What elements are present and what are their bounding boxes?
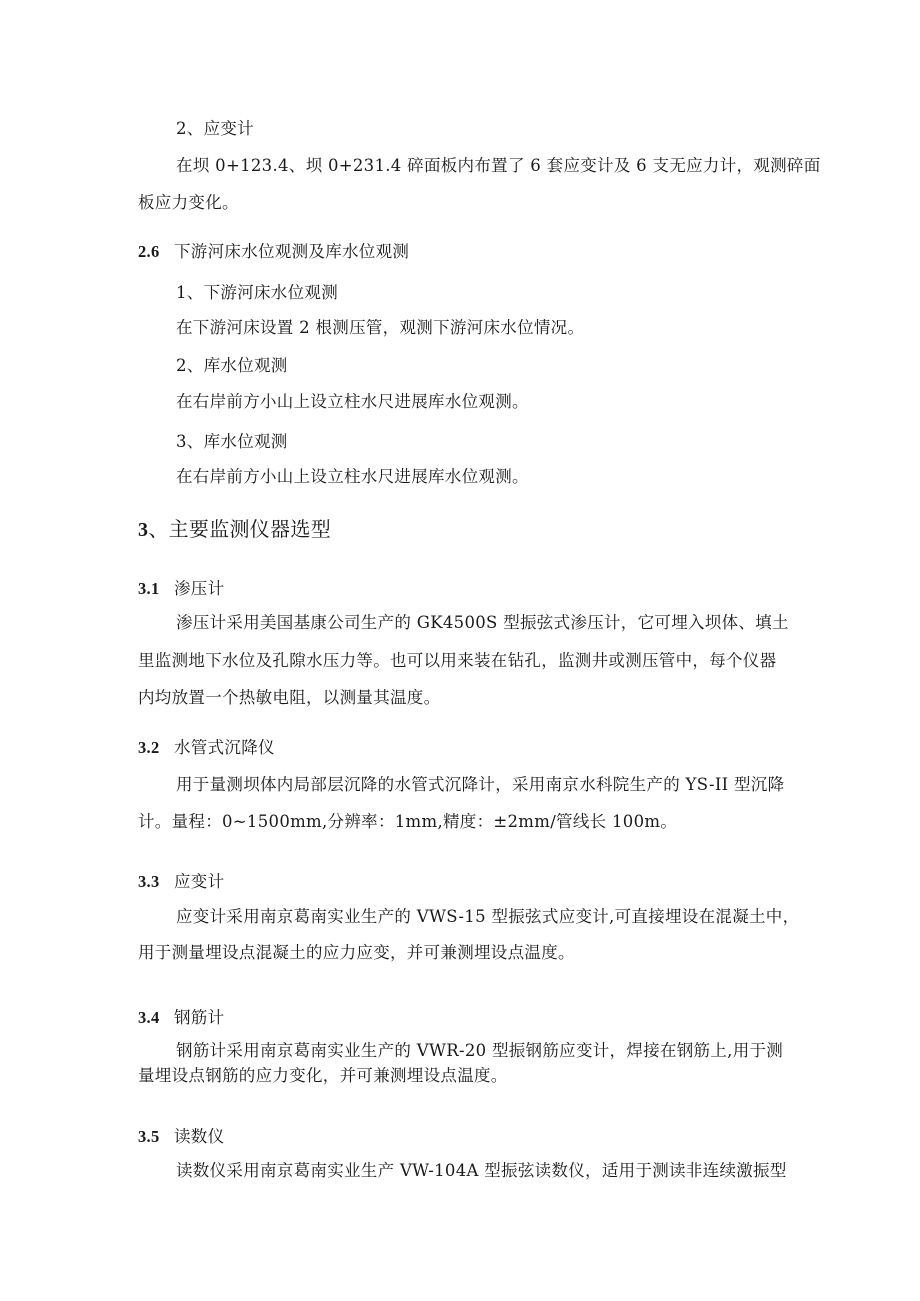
section-title: 应变计 <box>174 872 225 891</box>
paragraph-line: 里监测地下水位及孔隙水压力等。也可以用来装在钻孔，监测井或测压管中，每个仪器 <box>138 651 777 670</box>
paragraph-line: 在右岸前方小山上设立柱水尺进展库水位观测。 <box>176 392 529 411</box>
section-title: 渗压计 <box>174 579 225 598</box>
section-number: 3.5 <box>138 1127 160 1146</box>
paragraph-line: 在坝 0+123.4、坝 0+231.4 碎面板内布置了 6 套应变计及 6 支无应力计，观测碎面 <box>176 156 821 175</box>
subheading: 1、下游河床水位观测 <box>176 283 338 302</box>
paragraph-line: 读数仪采用南京葛南实业生产 VW-104A 型振弦读数仪，适用于测读非连续激振型 <box>176 1161 787 1180</box>
chapter-number: 3 <box>138 519 149 541</box>
section-heading-3-3 <box>138 872 224 892</box>
subheading-strain-gauge: 2、应变计 <box>176 119 254 138</box>
section-title: 读数仪 <box>174 1127 225 1146</box>
section-heading-3-4 <box>138 1008 224 1028</box>
paragraph-line: 在右岸前方小山上设立柱水尺进展库水位观测。 <box>176 467 529 486</box>
paragraph-line: 应变计采用南京葛南实业生产的 VWS-15 型振弦式应变计,可直接埋设在混凝土中， <box>176 907 800 926</box>
section-heading-3-2 <box>138 738 275 758</box>
paragraph-line: 量埋设点钢筋的应力变化，并可兼测埋设点温度。 <box>138 1066 508 1085</box>
paragraph-line: 钢筋计采用南京葛南实业生产的 VWR-20 型振钢筋应变计，焊接在钢筋上,用于测 <box>176 1041 784 1060</box>
section-heading-3-1 <box>138 579 224 599</box>
section-number: 2.6 <box>138 242 160 261</box>
subheading: 3、库水位观测 <box>176 432 288 451</box>
section-title: 钢筋计 <box>174 1008 225 1027</box>
paragraph-line: 板应力变化。 <box>138 193 239 212</box>
paragraph-line: 计。量程：0~1500mm,分辨率：1mm,精度：±2mm∕管线长 100m。 <box>138 812 678 831</box>
section-heading-3-5 <box>138 1127 224 1147</box>
section-number: 3.4 <box>138 1008 160 1027</box>
chapter-heading-3 <box>138 517 331 542</box>
paragraph-line: 用于量测坝体内局部层沉降的水管式沉降计，采用南京水科院生产的 YS-II 型沉降 <box>176 775 785 794</box>
section-title: 下游河床水位观测及库水位观测 <box>174 242 410 261</box>
section-number: 3.3 <box>138 872 160 891</box>
subheading: 2、库水位观测 <box>176 356 288 375</box>
section-heading-2-6 <box>138 242 409 262</box>
section-number: 3.1 <box>138 579 160 598</box>
chapter-title: 、主要监测仪器选型 <box>148 517 332 541</box>
paragraph-line: 用于测量埋设点混凝土的应力应变，并可兼测埋设点温度。 <box>138 943 575 962</box>
section-title: 水管式沉降仪 <box>174 738 275 757</box>
section-number: 3.2 <box>138 738 160 757</box>
paragraph-line: 渗压计采用美国基康公司生产的 GK4500S 型振弦式渗压计，它可埋入坝体、填土 <box>176 613 789 632</box>
paragraph-line: 在下游河床设置 2 根测压管，观测下游河床水位情况。 <box>176 318 585 337</box>
paragraph-line: 内均放置一个热敏电阻，以测量其温度。 <box>138 688 441 707</box>
